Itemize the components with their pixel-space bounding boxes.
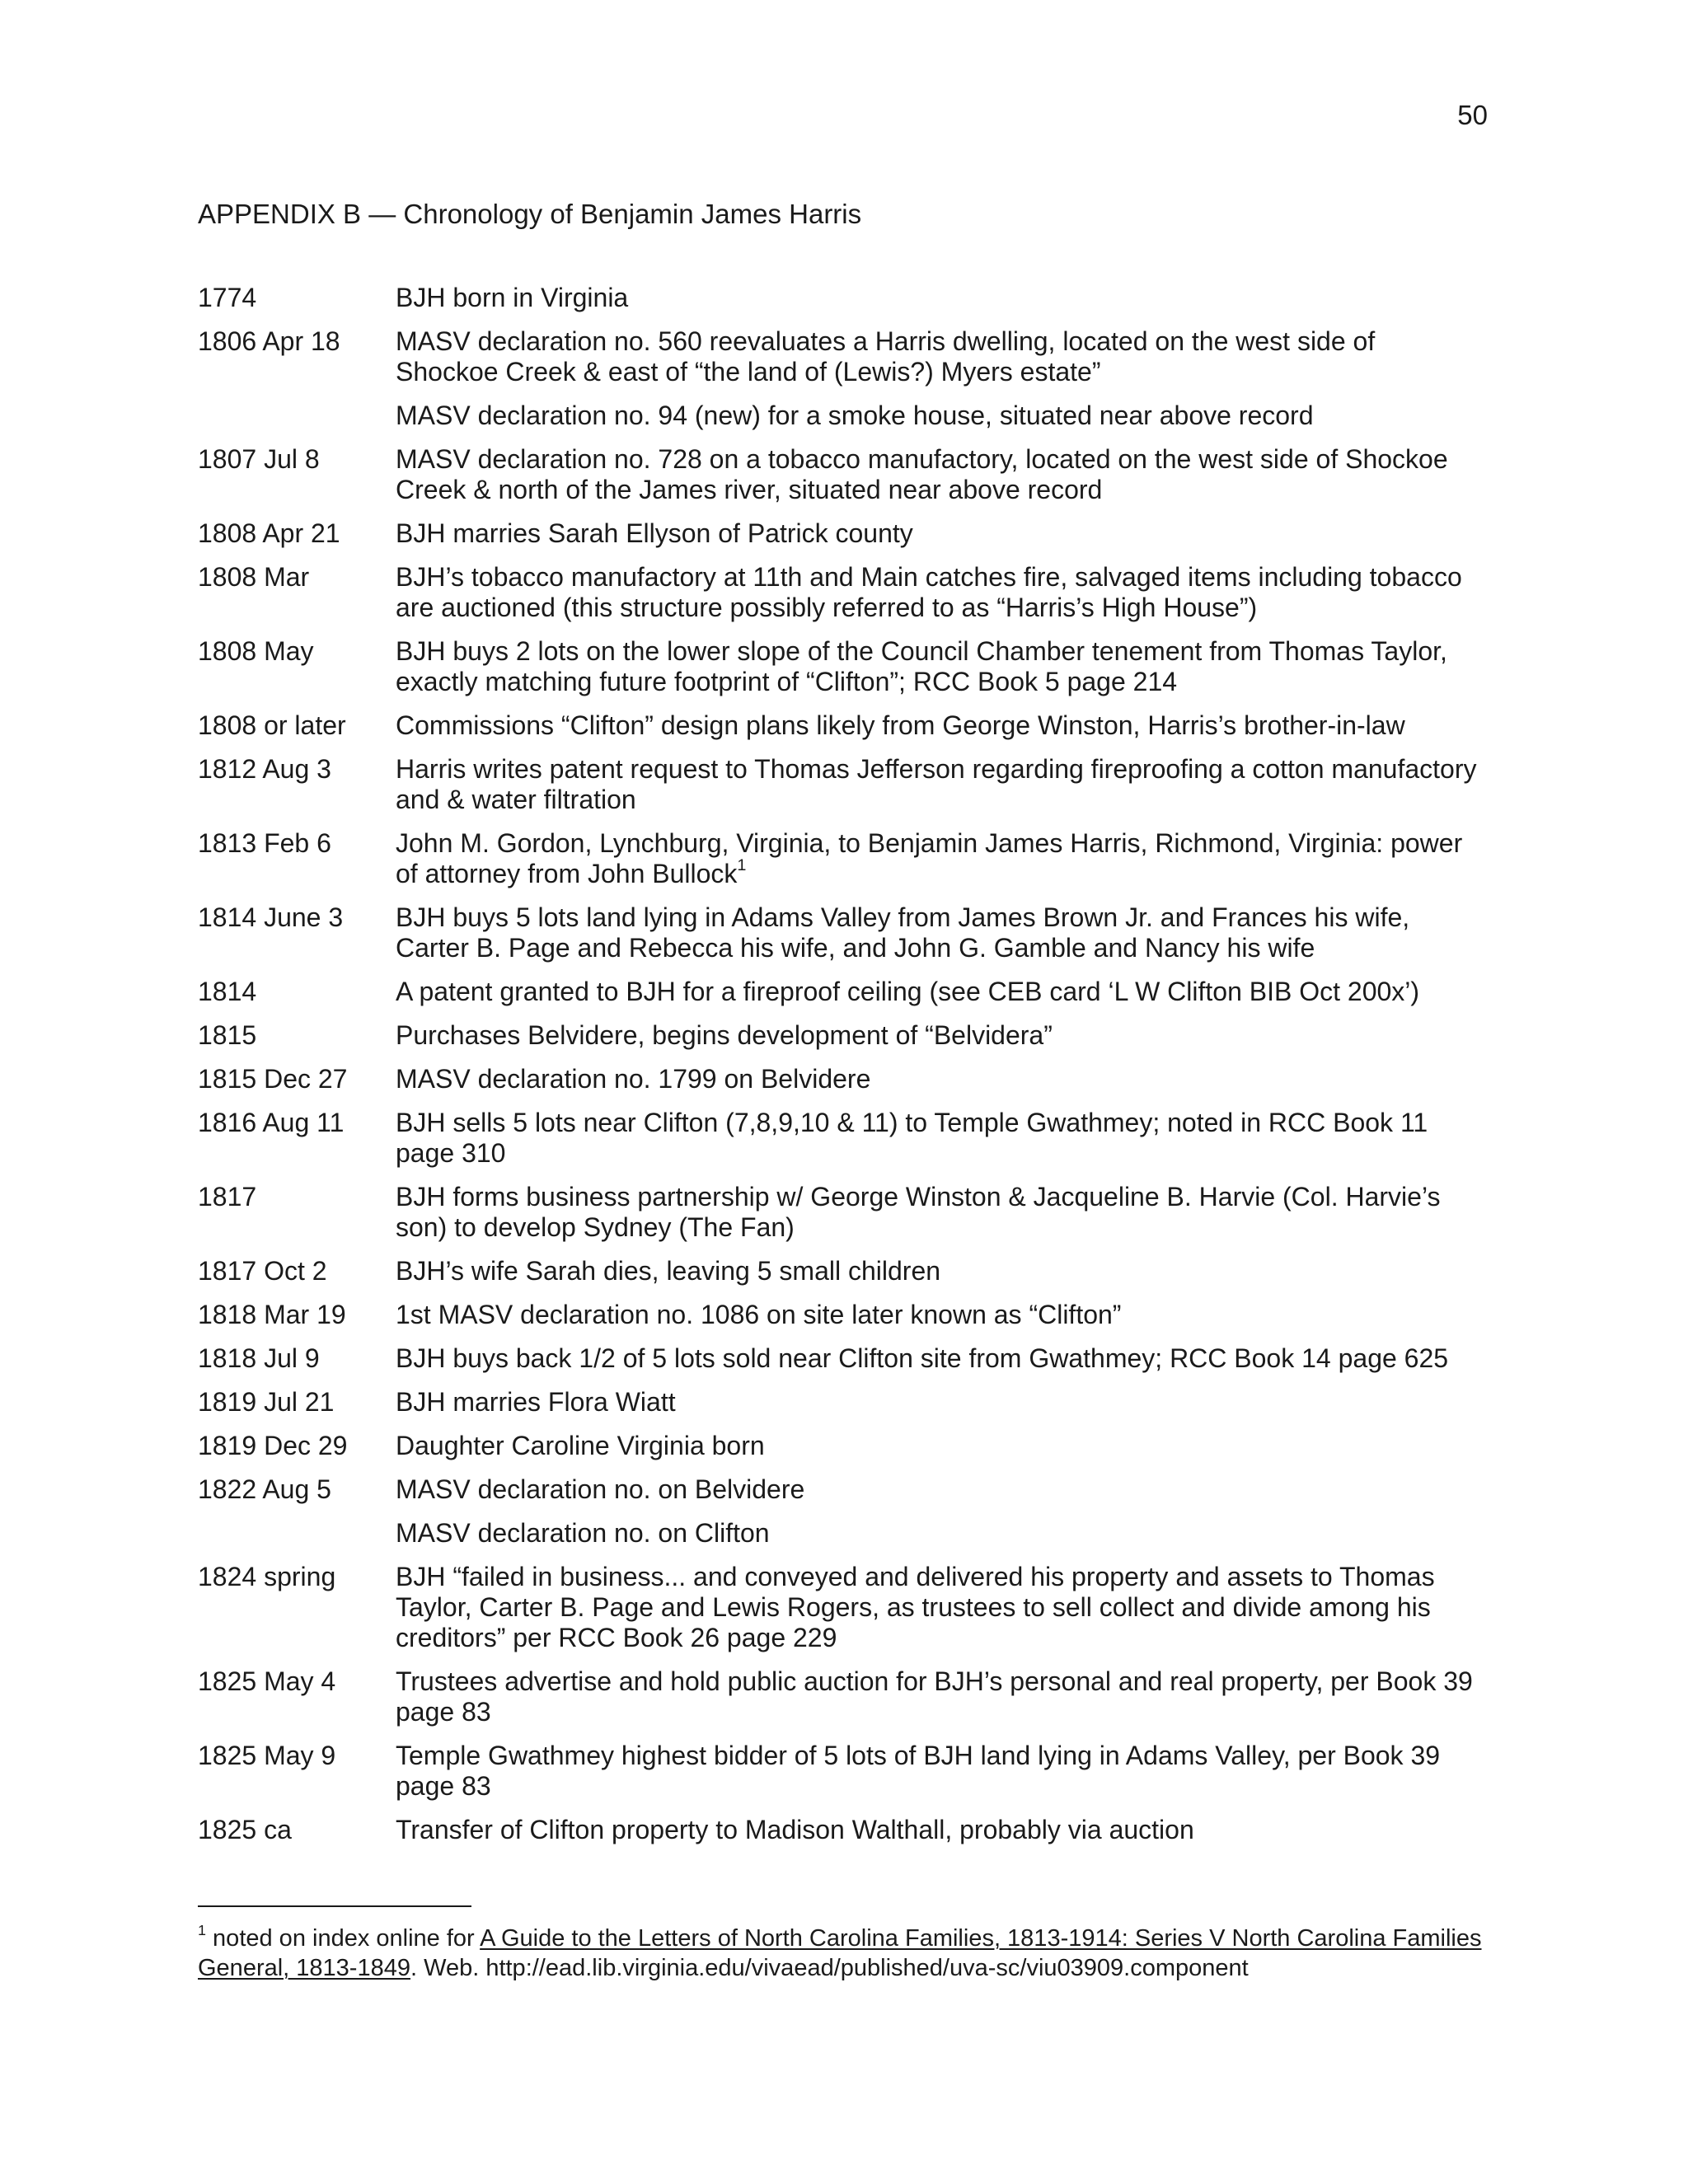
entry-date: 1815 Dec 27 [198, 1064, 348, 1094]
entry-date: 1824 spring [198, 1562, 336, 1591]
chronology-entry [198, 1182, 1484, 1243]
entry-description-text: Daughter Caroline Virginia born [396, 1431, 765, 1460]
chronology-entry [198, 326, 1484, 387]
entry-date [198, 1518, 396, 1549]
entry-date: 1825 ca [198, 1815, 292, 1844]
entry-description-text: Purchases Belvidere, begins development of “Belvidera” [396, 1020, 1053, 1050]
chronology-entry [198, 977, 1484, 1007]
entry-description [396, 710, 1484, 741]
chronology-entry [198, 1343, 1484, 1374]
entry-description [396, 902, 1484, 963]
chronology-entry [198, 1020, 1484, 1051]
entry-description-text: Trustees advertise and hold public auction for BJH’s personal and real property, per Book 39 page 83 [396, 1666, 1473, 1727]
entry-date: 1818 Jul 9 [198, 1343, 320, 1373]
entry-date: 1815 [198, 1020, 257, 1050]
page-title: APPENDIX B — Chronology of Benjamin James Harris [198, 199, 862, 229]
entry-description [396, 1020, 1484, 1051]
entry-description [396, 283, 1484, 313]
entry-description [396, 977, 1484, 1007]
entry-description-text: BJH “failed in business... and conveyed and delivered his property and assets to Thomas Taylor, Carter B. Page and Lewis Rogers, as trustees to sell collect and divide among his creditors” per RCC Book 26 page 229 [396, 1562, 1435, 1652]
entry-description [396, 1182, 1484, 1243]
chronology-entry [198, 1666, 1484, 1727]
entry-description-text: Temple Gwathmey highest bidder of 5 lots of BJH land lying in Adams Valley, per Book 39 page 83 [396, 1741, 1441, 1801]
chronology-entry [198, 1431, 1484, 1461]
entry-description [396, 401, 1484, 431]
entry-description [396, 636, 1484, 697]
entry-date: 1814 June 3 [198, 902, 344, 932]
entry-date: 1825 May 9 [198, 1741, 336, 1770]
entry-description [396, 1431, 1484, 1461]
entry-description-text: MASV declaration no. on Clifton [396, 1518, 770, 1548]
chronology-entry [198, 1815, 1484, 1845]
entry-description [396, 1815, 1484, 1845]
entry-date: 1822 Aug 5 [198, 1474, 331, 1504]
entry-date: 1814 [198, 977, 257, 1006]
footnote-marker: 1 [198, 1921, 206, 1938]
entry-description-text: BJH forms business partnership w/ George Winston & Jacqueline B. Harvie (Col. Harvie’s son) to develop Sydney (The Fan) [396, 1182, 1441, 1242]
entry-description-text: BJH buys back 1/2 of 5 lots sold near Clifton site from Gwathmey; RCC Book 14 page 625 [396, 1343, 1449, 1373]
chronology-entry [198, 1562, 1484, 1653]
chronology-entry [198, 1300, 1484, 1330]
entry-date: 1813 Feb 6 [198, 828, 331, 858]
entry-description [396, 1741, 1484, 1802]
entry-description [396, 828, 1484, 889]
chronology-entry [198, 1064, 1484, 1094]
entry-description [396, 1300, 1484, 1330]
chronology-entry [198, 710, 1484, 741]
entry-description-text: Transfer of Clifton property to Madison Walthall, probably via auction [396, 1815, 1194, 1844]
footnote [198, 1921, 1484, 1983]
entry-description-text: BJH marries Sarah Ellyson of Patrick county [396, 518, 913, 548]
entry-description-text: BJH buys 5 lots land lying in Adams Valley from James Brown Jr. and Frances his wife, Carter B. Page and Rebecca his wife, and John G. Gamble and Nancy his wife [396, 902, 1410, 963]
entry-date: 1818 Mar 19 [198, 1300, 346, 1329]
entry-description [396, 1343, 1484, 1374]
chronology-entry [198, 828, 1484, 889]
entry-date: 1817 [198, 1182, 257, 1212]
entry-description [396, 518, 1484, 549]
entry-description-text: Harris writes patent request to Thomas Jefferson regarding fireproofing a cotton manufactory and & water filtration [396, 754, 1477, 814]
entry-description [396, 1064, 1484, 1094]
entry-description-text: 1st MASV declaration no. 1086 on site later known as “Clifton” [396, 1300, 1122, 1329]
entry-description-text: BJH’s tobacco manufactory at 11th and Main catches fire, salvaged items including tobacco are auctioned (this structure possibly referred to as “Harris’s High House”) [396, 562, 1462, 622]
entry-date: 1816 Aug 11 [198, 1108, 345, 1137]
chronology-entry [198, 518, 1484, 549]
entry-description [396, 1256, 1484, 1286]
entry-date: 1806 Apr 18 [198, 326, 340, 356]
entry-description-text: Commissions “Clifton” design plans likely from George Winston, Harris’s brother-in-law [396, 710, 1405, 740]
entry-date [198, 401, 396, 431]
chronology-entry [198, 1108, 1484, 1169]
chronology-entry [198, 1387, 1484, 1418]
chronology-entry [198, 754, 1484, 815]
entry-description [396, 1562, 1484, 1653]
entry-date: 1807 Jul 8 [198, 444, 320, 474]
entry-date: 1812 Aug 3 [198, 754, 331, 784]
entry-date: 1819 Dec 29 [198, 1431, 348, 1460]
entry-date: 1825 May 4 [198, 1666, 336, 1696]
entry-description [396, 444, 1484, 505]
chronology-entry [198, 283, 1484, 313]
entry-date: 1808 May [198, 636, 314, 666]
footnote-lead: noted on index online for [206, 1925, 481, 1952]
entry-description-text: BJH sells 5 lots near Clifton (7,8,9,10 & 11) to Temple Gwathmey; noted in RCC Book 11 page 310 [396, 1108, 1428, 1168]
chronology-entry [198, 562, 1484, 623]
entry-description-text: John M. Gordon, Lynchburg, Virginia, to Benjamin James Harris, Richmond, Virginia: power of attorney from John Bullock [396, 828, 1463, 888]
chronology-entry [198, 902, 1484, 963]
footnote-reference[interactable]: 1 [737, 856, 747, 875]
entry-description [396, 1108, 1484, 1169]
entry-date: 1808 Mar [198, 562, 310, 592]
entry-description-text: MASV declaration no. 560 reevaluates a Harris dwelling, located on the west side of Shockoe Creek & east of “the land of (Lewis?) Myers estate” [396, 326, 1376, 387]
entry-description-text: BJH’s wife Sarah dies, leaving 5 small children [396, 1256, 941, 1286]
entry-description-text: MASV declaration no. 728 on a tobacco manufactory, located on the west side of Shockoe Creek & north of the James river, situated near above record [396, 444, 1448, 504]
entry-description-text: A patent granted to BJH for a fireproof ceiling (see CEB card ‘L W Clifton BIB Oct 200x’) [396, 977, 1420, 1006]
footnote-trail: . Web. http://ead.lib.virginia.edu/vivaead/published/uva-sc/viu03909.component [410, 1955, 1249, 1981]
entry-description [396, 562, 1484, 623]
entry-description-text: MASV declaration no. on Belvidere [396, 1474, 805, 1504]
entry-description [396, 1387, 1484, 1418]
entry-description [396, 326, 1484, 387]
entry-date: 1817 Oct 2 [198, 1256, 327, 1286]
chronology-entry [198, 1518, 1484, 1549]
chronology-entry [198, 401, 1484, 431]
chronology-entry [198, 1741, 1484, 1802]
entry-description-text: BJH marries Flora Wiatt [396, 1387, 676, 1417]
entry-description [396, 1474, 1484, 1505]
chronology-entry [198, 636, 1484, 697]
page-number: 50 [1457, 100, 1488, 130]
entry-description-text: BJH buys 2 lots on the lower slope of the Council Chamber tenement from Thomas Taylor, exactly matching future footprint of “Clifton”; RCC Book 5 page 214 [396, 636, 1447, 696]
entry-date: 1808 or later [198, 710, 346, 740]
entry-description [396, 1518, 1484, 1549]
entry-description-text: BJH born in Virginia [396, 283, 629, 312]
footnote-divider [198, 1905, 471, 1907]
footnote-source-link[interactable]: A Guide to the Letters of North Carolina Families, 1813-1914: Series V North Carolina Families General, 1813-1849 [198, 1925, 1482, 1981]
entry-description-text: MASV declaration no. 1799 on Belvidere [396, 1064, 871, 1094]
chronology-list [198, 283, 1484, 1858]
entry-description [396, 1666, 1484, 1727]
chronology-entry [198, 444, 1484, 505]
chronology-entry [198, 1474, 1484, 1505]
entry-description [396, 754, 1484, 815]
chronology-entry [198, 1256, 1484, 1286]
entry-description-text: MASV declaration no. 94 (new) for a smoke house, situated near above record [396, 401, 1314, 430]
entry-date: 1819 Jul 21 [198, 1387, 335, 1417]
entry-date: 1808 Apr 21 [198, 518, 340, 548]
entry-date: 1774 [198, 283, 257, 312]
